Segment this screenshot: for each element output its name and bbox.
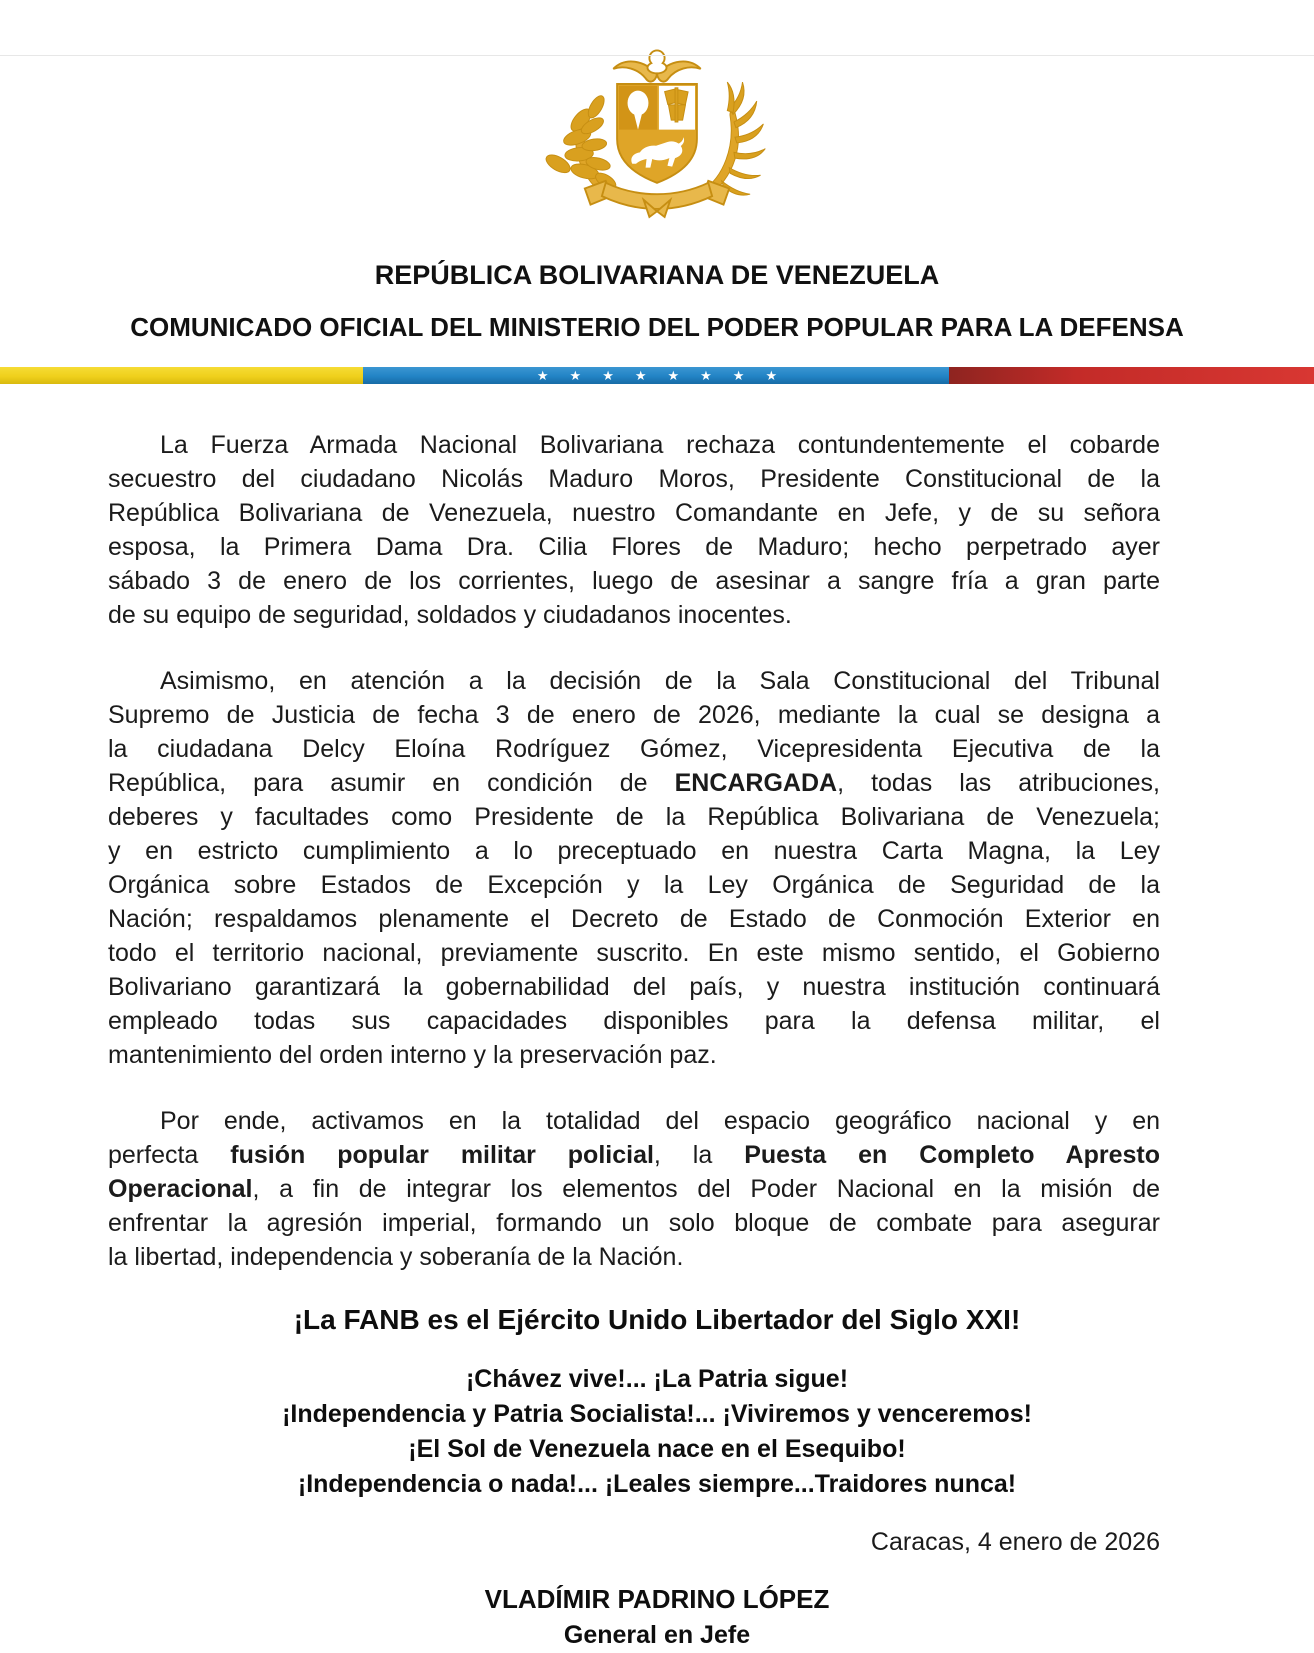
text-line: Asimismo, en atención a la decisión de la Sala Constitucional del Tribunal [160,667,1160,695]
paragraph [108,1104,1160,1274]
flag-yellow-stripe [0,367,363,384]
coat-of-arms-icon [547,46,767,236]
document-content [108,428,1160,1653]
flag-stars: ★★★★★★★★ [536,367,799,383]
text-line: sábado 3 de enero de los corrientes, luego de asesinar a sangre fría a gran parte [108,567,1160,595]
slogan-line: ¡Independencia o nada!... ¡Leales siempre...Traidores nunca! [297,1470,1017,1498]
text-line: secuestro del ciudadano Nicolás Maduro Moros, Presidente Constitucional de la [108,465,1160,493]
text-line: de su equipo de seguridad, soldados y ciudadanos inocentes. [108,601,792,629]
signature-title: General en Jefe [563,1621,751,1649]
paragraph [108,664,1160,1072]
slogan-line: ¡Independencia y Patria Socialista!... ¡Viviremos y venceremos! [282,1400,1032,1428]
republic-title: REPÚBLICA BOLIVARIANA DE VENEZUELA [374,260,940,290]
text-line: La Fuerza Armada Nacional Bolivariana rechaza contundentemente el cobarde [160,431,1160,459]
text-line: Por ende, activamos en la totalidad del espacio geográfico nacional y en [160,1107,1160,1135]
text-line: deberes y facultades como Presidente de la República Bolivariana de Venezuela; [108,803,1160,831]
slogans-block [0,1362,1314,1502]
text-line: República, para asumir en condición de ENCARGADA, todas las atribuciones, [108,769,1160,797]
text-line: República Bolivariana de Venezuela, nuestro Comandante en Jefe, y de su señora [108,499,1160,527]
text-line: mantenimiento del orden interno y la preservación paz. [108,1041,717,1069]
text-line: perfecta fusión popular militar policial, la Puesta en Completo Apresto [108,1141,1161,1169]
signature-block [0,1581,1314,1653]
slogan-line: ¡Chávez vive!... ¡La Patria sigue! [465,1365,849,1393]
text-line: la ciudadana Delcy Eloína Rodríguez Gómez, Vicepresidenta Ejecutiva de la [108,735,1160,763]
text-line: Operacional, a fin de integrar los elementos del Poder Nacional en la misión de [108,1175,1160,1203]
text-line: enfrentar la agresión imperial, formando un solo bloque de combate para asegurar [108,1209,1160,1237]
paragraph [108,428,1160,632]
dateline: Caracas, 4 enero de 2026 [870,1528,1160,1556]
text-line: Bolivariano garantizará la gobernabilidad del país, y nuestra institución continuará [108,973,1160,1001]
text-line: la libertad, independencia y soberanía de la Nación. [108,1243,684,1271]
text-line: empleado todas sus capacidades disponibles para la defensa militar, el [108,1007,1160,1035]
text-line: todo el territorio nacional, previamente suscrito. En este mismo sentido, el Gobierno [108,939,1160,967]
text-line: Supremo de Justicia de fecha 3 de enero de 2026, mediante la cual se designa a [108,701,1160,729]
body-paragraphs [108,428,1160,1274]
communique-title: COMUNICADO OFICIAL DEL MINISTERIO DEL PODER POPULAR PARA LA DEFENSA [130,312,1184,342]
flag-divider [0,367,1314,384]
text-line: Nación; respaldamos plenamente el Decreto de Estado de Conmoción Exterior en [108,905,1160,933]
document-page [0,46,1314,1649]
header-titles [0,260,1314,343]
text-line: Orgánica sobre Estados de Excepción y la Ley Orgánica de Seguridad de la [108,871,1160,899]
top-divider-line [0,55,1314,56]
venezuela-coat-of-arms-svg [547,46,767,236]
signature-name: VLADÍMIR PADRINO LÓPEZ [484,1584,830,1614]
text-line: esposa, la Primera Dama Dra. Cilia Flores de Maduro; hecho perpetrado ayer [108,533,1160,561]
flag-red-stripe [949,367,1314,384]
slogan-line: ¡El Sol de Venezuela nace en el Esequibo! [408,1435,906,1463]
text-line: y en estricto cumplimiento a lo preceptuado en nuestra Carta Magna, la Ley [108,837,1160,865]
fanb-headline: ¡La FANB es el Ejército Unido Libertador del Siglo XXI! [293,1304,1021,1335]
